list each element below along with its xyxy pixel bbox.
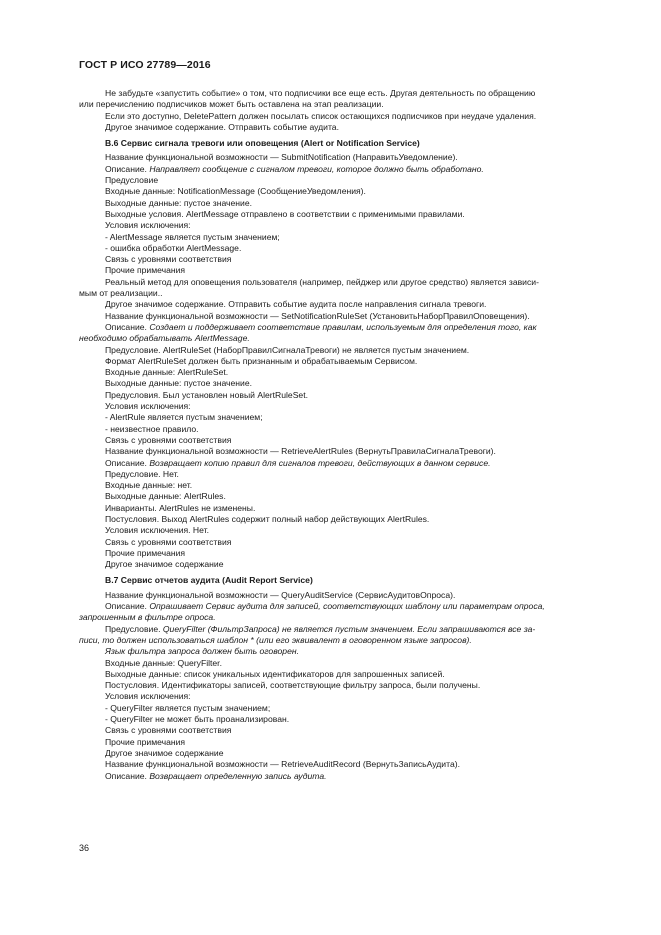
text-line: необходимо обрабатывать AlertMessage.	[79, 333, 250, 344]
text-line: Связь с уровнями соответствия	[105, 434, 232, 445]
text-line: Предусловие	[105, 175, 159, 186]
page-number: 36	[79, 843, 90, 853]
text-line: Входные данные: QueryFilter.	[105, 657, 222, 668]
text-line: Язык фильтра запроса должен быть оговорен.	[105, 646, 299, 657]
text-line: Название функциональной возможности — SetNotificationRuleSet (УстановитьНаборПравилОповещения).	[105, 310, 530, 321]
text-line: Условия исключения. Нет.	[105, 525, 210, 536]
text-line: Выходные данные: AlertRules.	[105, 491, 226, 502]
text-line: Формат AlertRuleSet должен быть признанным и обрабатываемым Сервисом.	[105, 355, 418, 366]
text-line: Название функциональной возможности — RetrieveAuditRecord (ВернутьЗаписьАудита).	[105, 759, 460, 770]
text-line: Другое значимое содержание. Отправить событие аудита после направления сигнала тревоги.	[105, 299, 487, 310]
text-line: Выходные данные: пустое значение.	[105, 197, 253, 208]
text-line: Выходные данные: пустое значение.	[105, 378, 253, 389]
text-line: Входные данные: нет.	[105, 480, 193, 491]
text-line: Связь с уровнями соответствия	[105, 725, 232, 736]
text-line: Прочие примечания	[105, 547, 186, 558]
text-line: - AlertRule является пустым значением;	[105, 412, 263, 423]
text-line: Условия исключения:	[105, 401, 191, 412]
text-line: - QueryFilter является пустым значением;	[105, 702, 271, 713]
text-line: Название функциональной возможности — RetrieveAlertRules (ВернутьПравилаСигналаТревоги).	[105, 446, 496, 457]
text-line: Описание. Возвращает копию правил для сигналов тревоги, действующих в данном сервисе.	[105, 457, 491, 468]
text-line: - AlertMessage является пустым значением;	[105, 231, 280, 242]
text-line: Описание. Опрашивает Сервис аудита для записей, соответствующих шаблону или параметрам опроса,	[105, 601, 545, 612]
text-line: Если это доступно, DeletePattern должен посылать список остающихся подписчиков при неудаче удаления.	[105, 110, 537, 121]
text-line: Условия исключения:	[105, 220, 191, 231]
text-line: Описание. Создает и поддерживает соответствие правилам, используемым для определения того, как	[105, 321, 537, 332]
text-line: Связь с уровнями соответствия	[105, 254, 232, 265]
text-line: Предусловие. Нет.	[105, 468, 179, 479]
text-line: Инварианты. AlertRules не изменены.	[105, 502, 256, 513]
text-line: Входные данные: NotificationMessage (СообщениеУведомления).	[105, 186, 366, 197]
text-line: Другое значимое содержание. Отправить событие аудита.	[105, 121, 339, 132]
text-line: Прочие примечания	[105, 736, 186, 747]
document-body	[79, 88, 613, 782]
text-line: Связь с уровнями соответствия	[105, 536, 232, 547]
section-heading: В.7 Сервис отчетов аудита (Audit Report Service)	[105, 575, 313, 586]
text-line: Описание. Возвращает определенную запись аудита.	[105, 770, 327, 781]
section-heading: В.6 Сервис сигнала тревоги или оповещения (Alert or Notification Service)	[105, 138, 420, 149]
text-line: Предусловие. QueryFilter (ФильтрЗапроса) не является пустым значением. Если запрашиваются все за-	[105, 623, 536, 634]
text-line: - неизвестное правило.	[105, 423, 199, 434]
text-line: или перечислению подписчиков может быть оставлена на этап реализации.	[79, 99, 384, 110]
text-line: Прочие примечания	[105, 265, 186, 276]
text-line: Название функциональной возможности — SubmitNotification (НаправитьУведомление).	[105, 152, 458, 163]
text-line: Входные данные: AlertRuleSet.	[105, 367, 229, 378]
text-line: мым от реализации..	[79, 288, 163, 299]
text-line: - QueryFilter не может быть проанализирован.	[105, 714, 290, 725]
text-line: Предусловия. Был установлен новый AlertRuleSet.	[105, 389, 308, 400]
text-line: запрошенным в фильтре опроса.	[79, 612, 216, 623]
text-line: Условия исключения:	[105, 691, 191, 702]
text-line: Другое значимое содержание	[105, 559, 224, 570]
document-header: ГОСТ Р ИСО 27789—2016	[79, 59, 211, 71]
text-line: Другое значимое содержание	[105, 747, 224, 758]
text-line: писи, то должен использоваться шаблон * (или его эквивалент в оговоренном языке запросов).	[79, 634, 472, 645]
text-line: Постусловия. Выход AlertRules содержит полный набор действующих AlertRules.	[105, 513, 430, 524]
text-line: Описание. Направляет сообщение с сигналом тревоги, которое должно быть обработано.	[105, 163, 484, 174]
text-line: Реальный метод для оповещения пользователя (например, пейджер или другое средство) является зависи-	[105, 276, 539, 287]
text-line: Постусловия. Идентификаторы записей, соответствующие фильтру запроса, были получены.	[105, 680, 481, 691]
text-line: Выходные условия. AlertMessage отправлено в соответствии с применимыми правилами.	[105, 208, 465, 219]
text-line: Предусловие. AlertRuleSet (НаборПравилСигналаТревоги) не является пустым значением.	[105, 344, 470, 355]
text-line: Выходные данные: список уникальных идентификаторов для запрошенных записей.	[105, 668, 445, 679]
text-line: Не забудьте «запустить событие» о том, что подписчики все еще есть. Другая деятельность по обращению	[105, 88, 536, 98]
text-line: - ошибка обработки AlertMessage.	[105, 242, 242, 253]
text-line: Название функциональной возможности — QueryAuditService (СервисАудитовОпроса).	[105, 589, 456, 600]
